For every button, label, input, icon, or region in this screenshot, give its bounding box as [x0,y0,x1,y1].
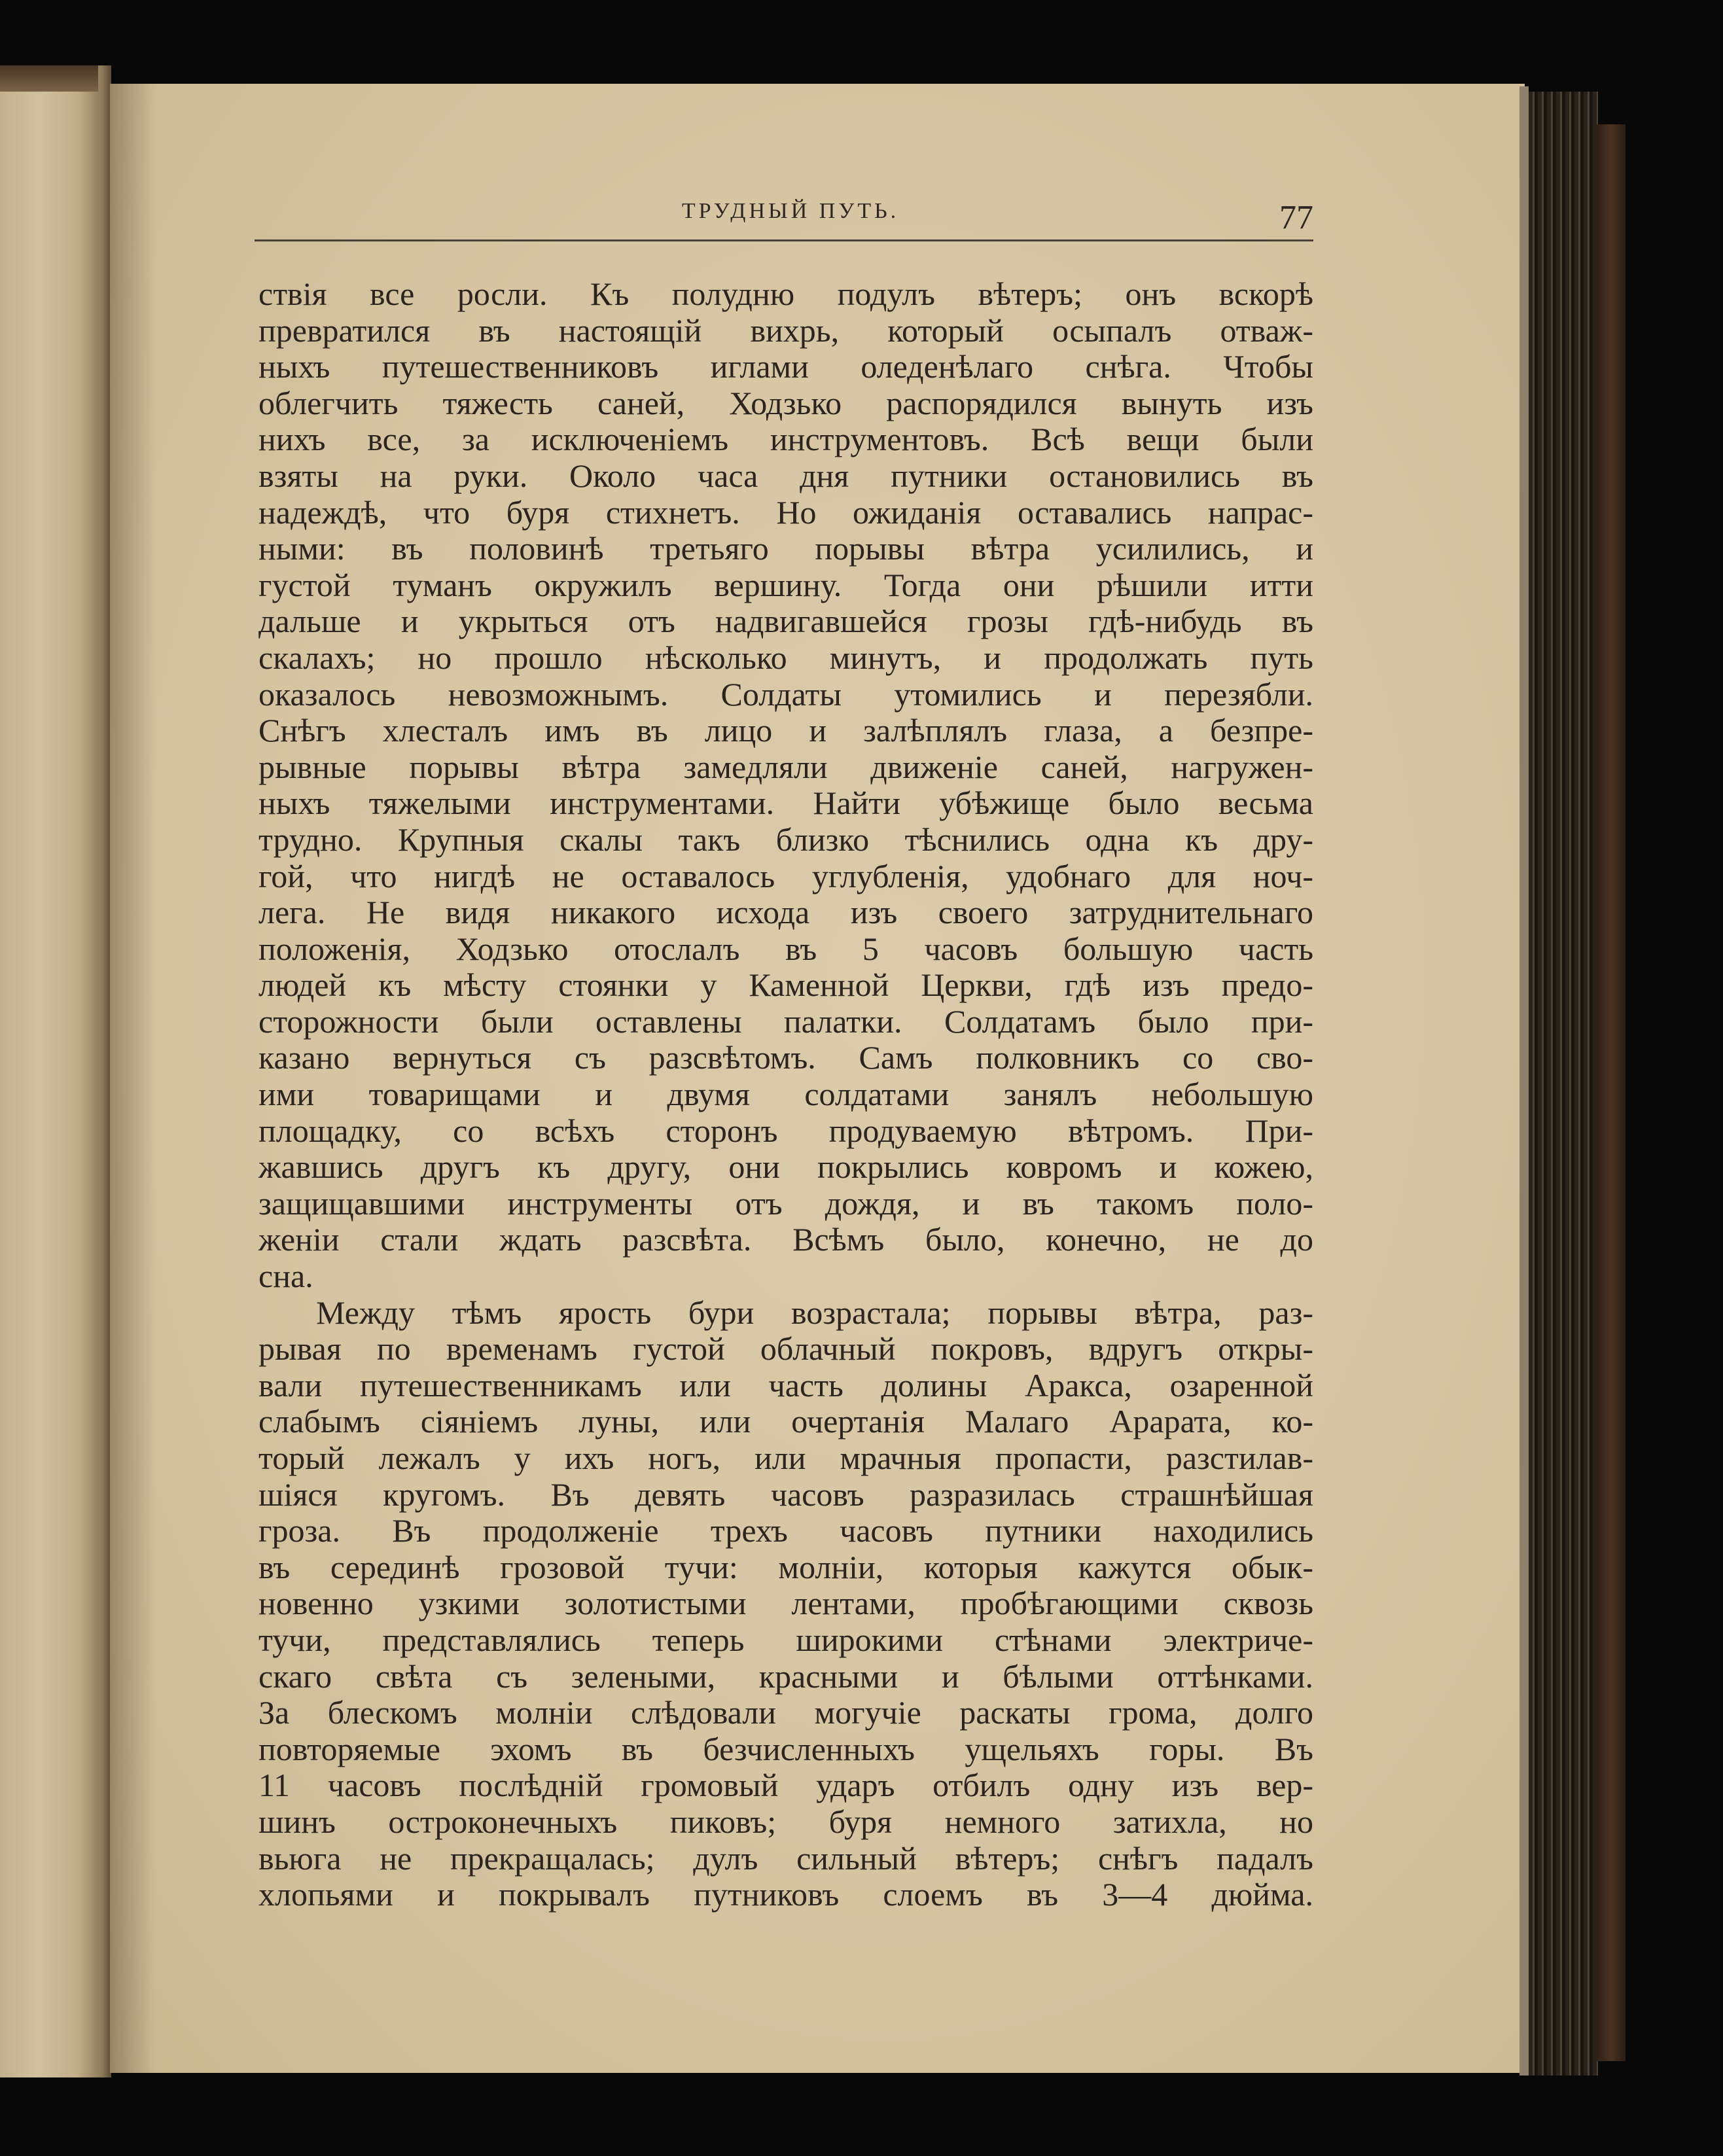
text-line: новенно узкими золотистыми лентами, пробѣгающими сквозь [258,1585,1313,1622]
text-line: гой, что нигдѣ не оставалось углубленія, удобнаго для ноч- [258,857,1313,894]
text-line: повторяемые эхомъ въ безчисленныхъ ущельяхъ горы. Въ [258,1730,1313,1767]
page-edge [1519,86,1529,2076]
text-line: вьюга не прекращалась; дулъ сильный вѣтеръ; снѣгъ падалъ [258,1839,1313,1877]
text-line: торый лежалъ у ихъ ногъ, или мрачныя пропасти, разстилав- [258,1440,1313,1476]
left-page-edge [0,65,111,2077]
text-line: оказалось невозможнымъ. Солдаты утомились и перезябли. [258,675,1313,713]
text-line: казано вернуться съ разсвѣтомъ. Самъ полковникъ со сво- [258,1039,1313,1076]
text-line: скаго свѣта съ зелеными, красными и бѣлыми оттѣнками. [258,1657,1313,1695]
text-line: ныхъ путешественниковъ иглами оледенѣлаго снѣга. Чтобы [258,348,1313,385]
text-line: вали путешественникамъ или часть долины Аракса, озаренной [258,1366,1313,1404]
paragraph [258,1295,1313,1913]
paragraph [258,276,1313,1295]
text-line: женіи стали ждать разсвѣта. Всѣмъ было, конечно, не до [258,1221,1313,1258]
book-page [110,84,1525,2073]
text-line: ими товарищами и двумя солдатами занялъ небольшую [258,1076,1313,1113]
body-text [258,276,1313,1913]
running-head: ТРУДНЫЙ ПУТЬ. [681,199,900,223]
text-line: скалахъ; но прошло нѣсколько минутъ, и продолжать путь [258,639,1313,676]
page-edges-stack [1529,92,1598,2076]
text-line: За блескомъ молніи слѣдовали могучіе раскаты грома, долго [258,1694,1313,1731]
text-line: людей къ мѣсту стоянки у Каменной Церкви, гдѣ изъ предо- [258,966,1313,1004]
text-line: густой туманъ окружилъ вершину. Тогда они рѣшили итти [258,566,1313,603]
book-cover-edge [1597,124,1625,2061]
text-line: взяты на руки. Около часа дня путники остановились въ [258,457,1313,494]
text-line: трудно. Крупныя скалы такъ близко тѣснились одна къ дру- [258,821,1313,858]
text-line: ствія все росли. Къ полудню подулъ вѣтеръ; онъ вскорѣ [258,275,1313,312]
text-line: Снѣгъ хлесталъ имъ въ лицо и залѣплялъ глаза, а безпре- [258,712,1313,749]
text-line: ными: въ половинѣ третьяго порывы вѣтра усилились, и [258,530,1313,567]
text-line: въ серединѣ грозовой тучи: молніи, которыя кажутся обык- [258,1548,1313,1585]
text-line: сна. [258,1258,313,1295]
text-line: сторожности были оставлены палатки. Солдатамъ было при- [258,1002,1313,1040]
text-line: защищавшими инструменты отъ дождя, и въ такомъ поло- [258,1184,1313,1222]
text-line: жавшись другъ къ другу, они покрылись ковромъ и кожею, [258,1148,1313,1186]
text-line: облегчить тяжесть саней, Ходзько распорядился вынуть изъ [258,384,1313,421]
text-line: тучи, представлялись теперь широкими стѣнами электриче- [258,1621,1313,1658]
text-line: слабымъ сіяніемъ луны, или очертанія Малаго Арарата, ко- [258,1403,1313,1440]
text-line: площадку, со всѣхъ сторонъ продуваемую вѣтромъ. При- [258,1112,1313,1149]
text-line: шіяся кругомъ. Въ девять часовъ разразилась страшнѣйшая [258,1476,1313,1513]
header-rule [255,239,1313,241]
text-line: Между тѣмъ ярость бури возрастала; порывы вѣтра, раз- [316,1294,1313,1331]
text-line: превратился въ настоящій вихрь, который осыпалъ отваж- [258,311,1313,349]
text-line: надеждѣ, что буря стихнетъ. Но ожиданія оставались напрас- [258,493,1313,531]
text-line: положенія, Ходзько отослалъ въ 5 часовъ большую часть [258,930,1313,967]
left-cover-corner [0,65,98,92]
text-line: рывные порывы вѣтра замедляли движеніе саней, нагружен- [258,748,1313,785]
text-line: нихъ все, за исключеніемъ инструментовъ. Всѣ вещи были [258,421,1313,458]
text-line: дальше и укрыться отъ надвигавшейся грозы гдѣ-нибудь въ [258,603,1313,640]
text-line: гроза. Въ продолженіе трехъ часовъ путники находились [258,1512,1313,1549]
text-line: ныхъ тяжелыми инструментами. Найти убѣжище было весьма [258,785,1313,822]
text-line: 11 часовъ послѣдній громовый ударъ отбилъ одну изъ вер- [258,1767,1313,1804]
text-line: лега. Не видя никакого исхода изъ своего затруднительнаго [258,894,1313,931]
text-line: рывая по временамъ густой облачный покровъ, вдругъ откры- [258,1330,1313,1368]
text-line: шинъ остроконечныхъ пиковъ; буря немного затихла, но [258,1803,1313,1840]
text-line: хлопьями и покрывалъ путниковъ слоемъ въ 3—4 дюйма. [258,1876,1313,1913]
page-number: 77 [1279,199,1313,236]
